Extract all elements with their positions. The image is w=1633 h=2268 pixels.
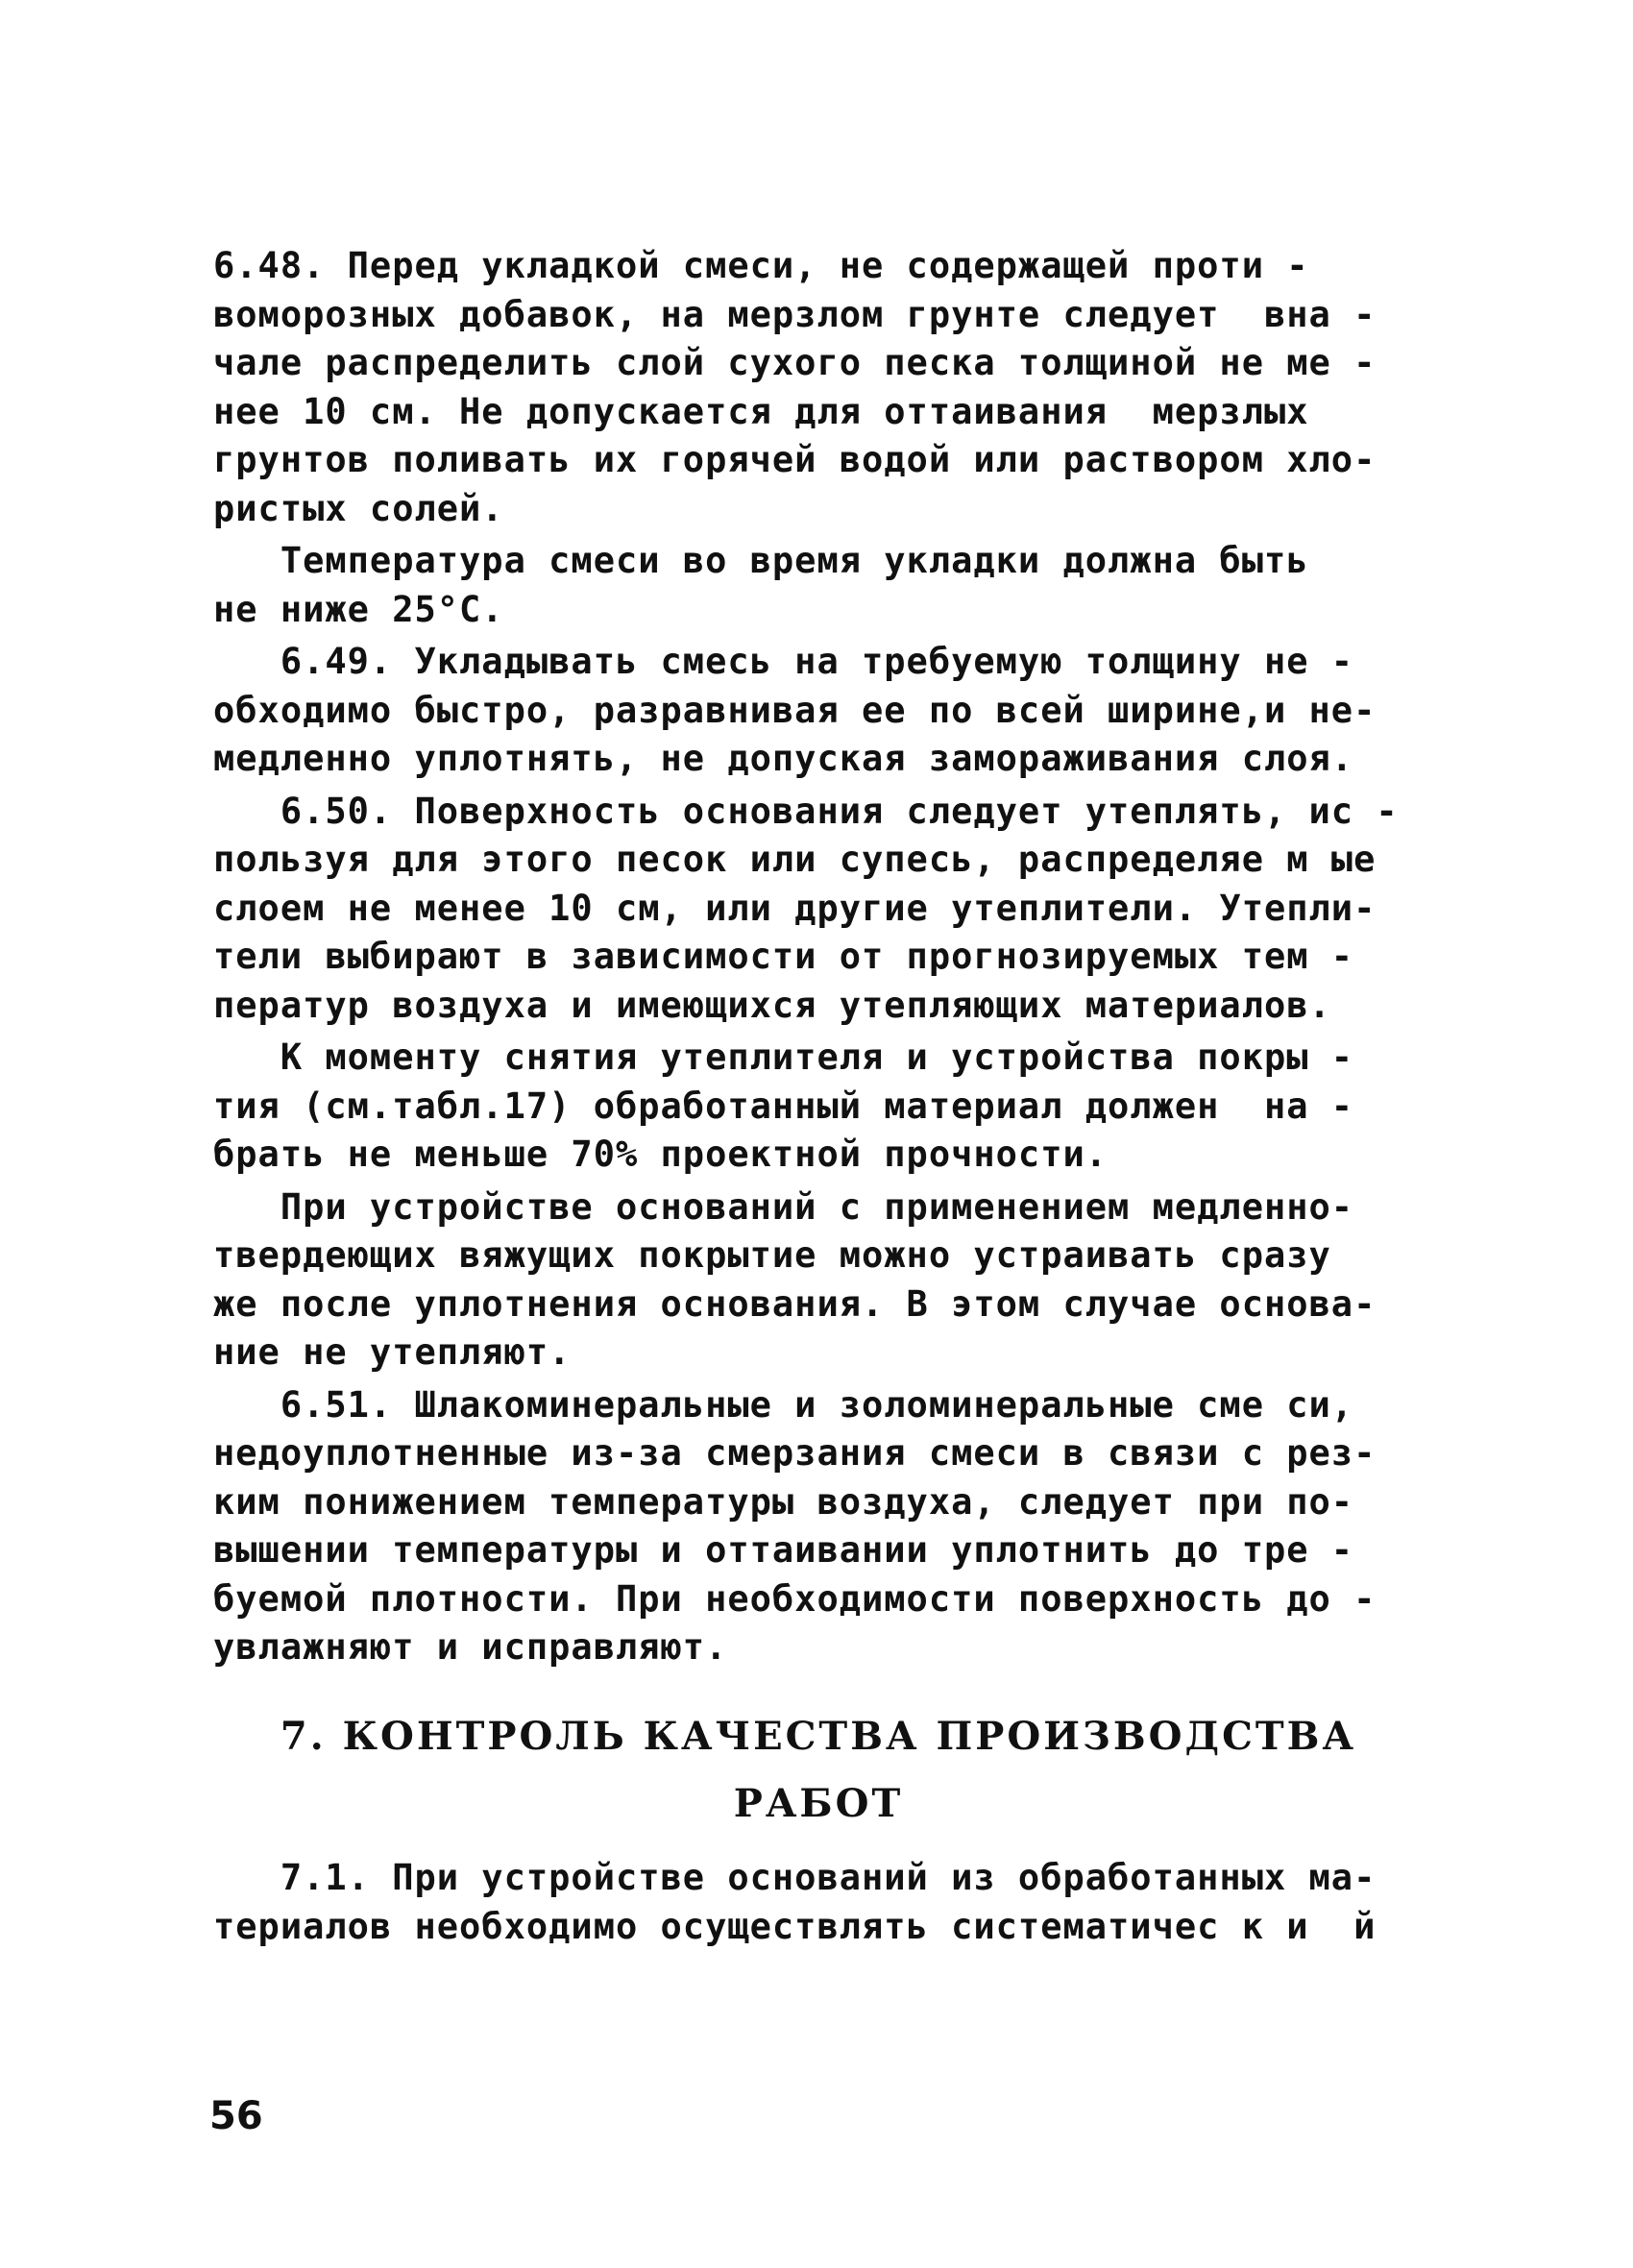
text-line: же после уплотнения основания. В этом случае основа- <box>213 1282 1377 1325</box>
text-line: медленно уплотнять, не допуская замораживания слоя. <box>213 738 1354 779</box>
text-line: буемой плотности. При необходимости поверхность до - <box>213 1577 1377 1620</box>
heading-line-2: РАБОТ <box>733 1781 904 1826</box>
paragraph-6-48 <box>213 242 1424 533</box>
paragraph-6-49 <box>213 638 1424 784</box>
text-line: При устройстве оснований с применением медленно- <box>213 1185 1354 1228</box>
text-line: не ниже 25°С. <box>213 588 504 630</box>
paragraph-6-51 <box>213 1381 1424 1672</box>
text-line: обходимо быстро, разравнивая ее по всей ширине,и не- <box>213 689 1377 731</box>
body-text-bottom <box>213 1854 1424 1951</box>
paragraph-6-50 <box>213 788 1424 1031</box>
text-line: Температура смеси во время укладки должна быть <box>213 540 1309 581</box>
text-line: твердеющих вяжущих покрытие можно устраивать сразу <box>213 1234 1331 1276</box>
paragraph-6-50-slow-binders <box>213 1183 1424 1378</box>
section-heading <box>213 1703 1424 1838</box>
text-line: ким понижением температуры воздуха, следует при по- <box>213 1480 1354 1523</box>
body-text-top <box>213 242 1424 1672</box>
text-line: чале распределить слой сухого песка толщиной не ме - <box>213 342 1377 383</box>
text-line: брать не меньше 70% проектной прочности. <box>213 1134 1109 1175</box>
text-line: нее 10 см. Не допускается для оттаивания мерзлых <box>213 390 1309 432</box>
text-line: тели выбирают в зависимости от прогнозируемых тем - <box>213 936 1354 977</box>
paragraph-7-1 <box>213 1854 1424 1951</box>
text-line: воморозных добавок, на мерзлом грунте следует вна - <box>213 293 1377 335</box>
text-line: ние не утепляют. <box>213 1331 572 1373</box>
paragraph-6-48-temperature <box>213 537 1424 634</box>
text-line: пользуя для этого песок или супесь, распределяе м ые <box>213 839 1377 880</box>
text-line: ристых солей. <box>213 487 504 529</box>
heading-line-1: 7. КОНТРОЛЬ КАЧЕСТВА ПРОИЗВОДСТВА <box>280 1714 1357 1759</box>
text-line: 6.50. Поверхность основания следует утеплять, ис - <box>213 790 1399 832</box>
text-line: ператур воздуха и имеющихся утепляющих материалов. <box>213 984 1331 1026</box>
text-line: 6.49. Укладывать смесь на требуемую толщину не - <box>213 641 1354 682</box>
text-line: тия (см.табл.17) обработанный материал должен на - <box>213 1085 1354 1127</box>
text-line: вышении температуры и оттаивании уплотнить до тре - <box>213 1529 1354 1571</box>
text-line: слоем не менее 10 см, или другие утеплители. Утепли- <box>213 887 1377 929</box>
text-line: недоуплотненные из-за смерзания смеси в связи с рез- <box>213 1432 1377 1474</box>
page-number: 56 <box>209 2094 263 2138</box>
text-line: грунтов поливать их горячей водой или раствором хло- <box>213 439 1377 480</box>
text-line: 7.1. При устройстве оснований из обработанных ма- <box>213 1857 1377 1898</box>
text-line: 6.48. Перед укладкой смеси, не содержащей проти - <box>213 245 1309 286</box>
text-line: 6.51. Шлакоминеральные и золоминеральные сме си, <box>213 1383 1354 1426</box>
text-line: териалов необходимо осуществлять систематичес к и й <box>213 1905 1377 1947</box>
paragraph-6-50-strength <box>213 1034 1424 1180</box>
text-line: увлажняют и исправляют. <box>213 1626 728 1668</box>
text-line: К моменту снятия утеплителя и устройства покры - <box>213 1036 1354 1078</box>
